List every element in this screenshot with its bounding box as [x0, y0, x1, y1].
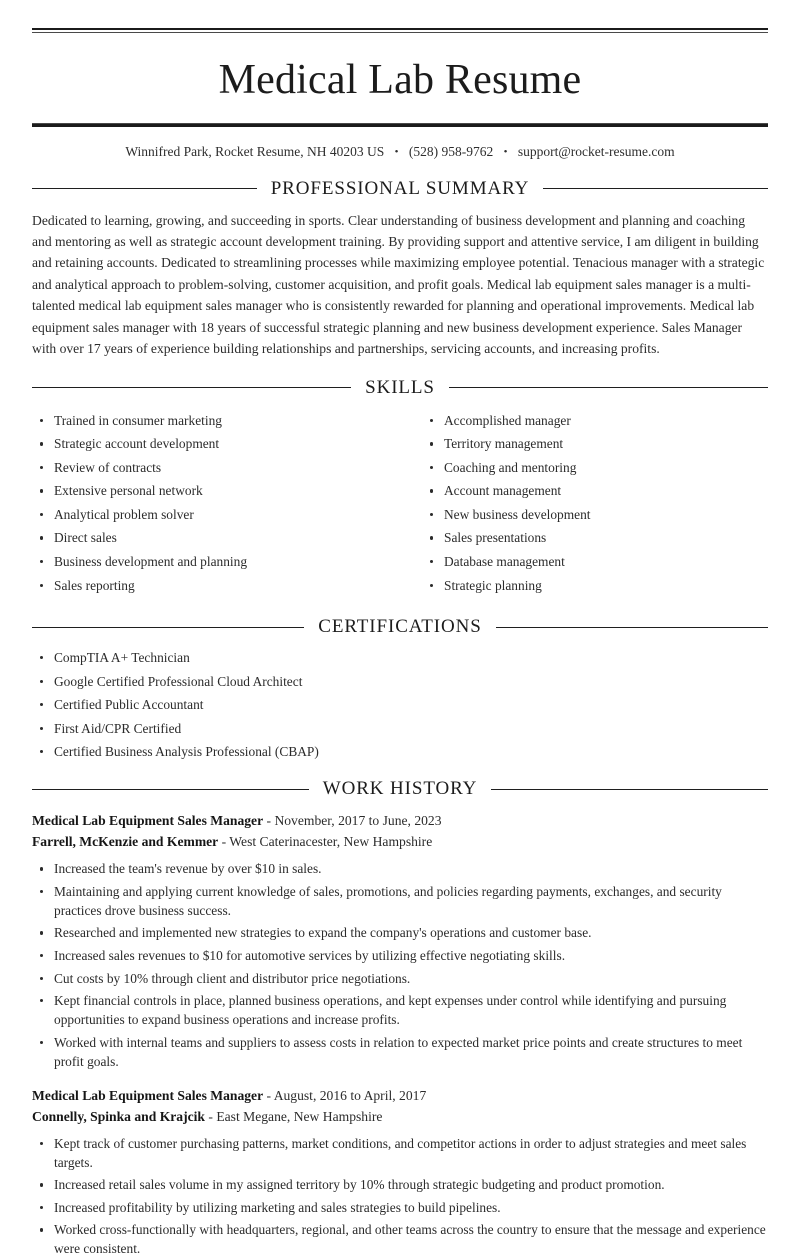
list-item: Certified Public Accountant — [32, 695, 768, 714]
job-dates: November, 2017 to June, 2023 — [274, 813, 442, 829]
contact-address: Winnifred Park, Rocket Resume, NH 40203 US — [125, 144, 385, 159]
contact-email: support@rocket-resume.com — [517, 144, 675, 159]
job-company-line — [32, 831, 768, 852]
resume-title: Medical Lab Resume — [218, 57, 582, 103]
contact-separator-1: • — [394, 146, 399, 158]
job-title-line — [32, 1085, 768, 1106]
list-item: Strategic planning — [422, 576, 768, 595]
section-certifications — [32, 616, 768, 761]
section-skills — [32, 377, 768, 599]
job-dash: - — [218, 834, 230, 850]
section-rule-right — [449, 387, 768, 388]
list-item: Account management — [422, 481, 768, 500]
section-rule-left — [32, 789, 309, 790]
section-work-history — [32, 778, 768, 1258]
section-rule-left — [32, 188, 257, 189]
list-item: Review of contracts — [32, 458, 400, 477]
list-item: Trained in consumer marketing — [32, 411, 400, 430]
section-rule-right — [543, 188, 768, 189]
list-item: Researched and implemented new strategies to expand the company's operations and customer base. — [32, 923, 768, 942]
list-item: Increased the team's revenue by over $10 in sales. — [32, 859, 768, 878]
professional-summary-text: Dedicated to learning, growing, and succeeding in sports. Clear understanding of business development and planning and coaching and mentoring as well as strategic account development training. By providing support and attentive service, I am diligent in building and retaining accounts. Dedicated to streamlining processes while maximizing employee potential. Tenacious manager with a strategic and analytical approach to problem-solving, customer acquisition, and profit goals. Medical lab equipment sales manager is a multi-talented medical lab equipment sales manager who is consistently rewarded for planning and operational improvements. Medical lab equipment sales manager with 18 years of successful strategic planning and new business development experience. Sales Manager with over 17 years of experience building relationships and partnerships, servicing accounts, and increasing profits. — [32, 212, 765, 357]
list-item: Analytical problem solver — [32, 505, 400, 524]
skills-column-left — [32, 409, 400, 599]
list-item: Worked cross-functionally with headquarters, regional, and other teams across the country to ensure that the message and experience were consistent. — [32, 1220, 768, 1258]
section-heading-work-history — [32, 778, 768, 800]
job-location: West Caterinacester, New Hampshire — [229, 834, 433, 850]
list-item: Increased profitability by utilizing marketing and sales strategies to build pipelines. — [32, 1198, 768, 1217]
section-heading-professional-summary — [32, 178, 768, 200]
section-rule-left — [32, 627, 304, 628]
list-item: Direct sales — [32, 528, 400, 547]
section-rule-right — [491, 789, 768, 790]
header-rule-bottom — [32, 123, 768, 127]
contact-phone: (528) 958-9762 — [408, 144, 494, 159]
job-dash: - — [263, 1087, 274, 1103]
section-heading-skills — [32, 377, 768, 399]
list-item: Increased sales revenues to $10 for automotive services by utilizing effective negotiating skills. — [32, 946, 768, 965]
section-title: WORK HISTORY — [322, 778, 478, 800]
section-professional-summary — [32, 178, 768, 360]
skills-column-right — [400, 409, 768, 599]
job-title: Medical Lab Equipment Sales Manager — [32, 813, 264, 829]
skills-columns — [32, 409, 768, 599]
work-history-entry — [32, 1085, 768, 1258]
list-item: Kept financial controls in place, planned business operations, and kept expenses under control while identifying and pursuing opportunities to expand business operations and increase profits. — [32, 991, 768, 1029]
list-item: Sales reporting — [32, 576, 400, 595]
list-item: Territory management — [422, 434, 768, 453]
list-item: Increased retail sales volume in my assigned territory by 10% through strategic budgeting and product promotion. — [32, 1175, 768, 1194]
header-rule-top — [32, 28, 768, 33]
list-item: Accomplished manager — [422, 411, 768, 430]
job-dash: - — [263, 813, 275, 829]
list-item: Cut costs by 10% through client and distributor price negotiations. — [32, 969, 768, 988]
list-item: Strategic account development — [32, 434, 400, 453]
list-item: Google Certified Professional Cloud Architect — [32, 672, 768, 691]
list-item: Sales presentations — [422, 528, 768, 547]
skills-list-left — [32, 411, 400, 595]
list-item: Database management — [422, 552, 768, 571]
job-company-line — [32, 1106, 768, 1127]
section-rule-right — [496, 627, 768, 628]
contact-line — [32, 143, 768, 161]
section-title: CERTIFICATIONS — [318, 616, 482, 638]
section-title: PROFESSIONAL SUMMARY — [270, 177, 530, 199]
section-heading-certifications — [32, 616, 768, 638]
list-item: CompTIA A+ Technician — [32, 648, 768, 667]
list-item: Certified Business Analysis Professional (CBAP) — [32, 742, 768, 761]
contact-separator-2: • — [503, 146, 508, 158]
certifications-list — [32, 648, 768, 761]
list-item: Kept track of customer purchasing patterns, market conditions, and competitor actions in order to adjust strategies and meet sales targets. — [32, 1134, 768, 1172]
job-company: Farrell, McKenzie and Kemmer — [32, 834, 219, 850]
list-item: Extensive personal network — [32, 481, 400, 500]
list-item: Worked with internal teams and suppliers to assess costs in relation to expected market price points and create structures to meet profit goals. — [32, 1033, 768, 1071]
work-history-entry — [32, 810, 768, 1070]
list-item: Maintaining and applying current knowledge of sales, promotions, and policies regarding payments, exchanges, and security practices drove business success. — [32, 882, 768, 920]
job-bullets — [32, 859, 768, 1070]
skills-list-right — [422, 411, 768, 595]
list-item: Coaching and mentoring — [422, 458, 768, 477]
job-bullets — [32, 1134, 768, 1258]
resume-page — [0, 28, 800, 1257]
job-company: Connelly, Spinka and Krajcik — [32, 1108, 205, 1124]
list-item: New business development — [422, 505, 768, 524]
section-title: SKILLS — [365, 376, 435, 398]
job-title-line — [32, 810, 768, 831]
job-location: East Megane, New Hampshire — [216, 1108, 383, 1124]
section-rule-left — [32, 387, 351, 388]
job-dash: - — [205, 1108, 217, 1124]
list-item: First Aid/CPR Certified — [32, 719, 768, 738]
resume-header — [32, 28, 768, 161]
list-item: Business development and planning — [32, 552, 400, 571]
job-dates: August, 2016 to April, 2017 — [273, 1087, 427, 1103]
job-title: Medical Lab Equipment Sales Manager — [32, 1087, 264, 1103]
